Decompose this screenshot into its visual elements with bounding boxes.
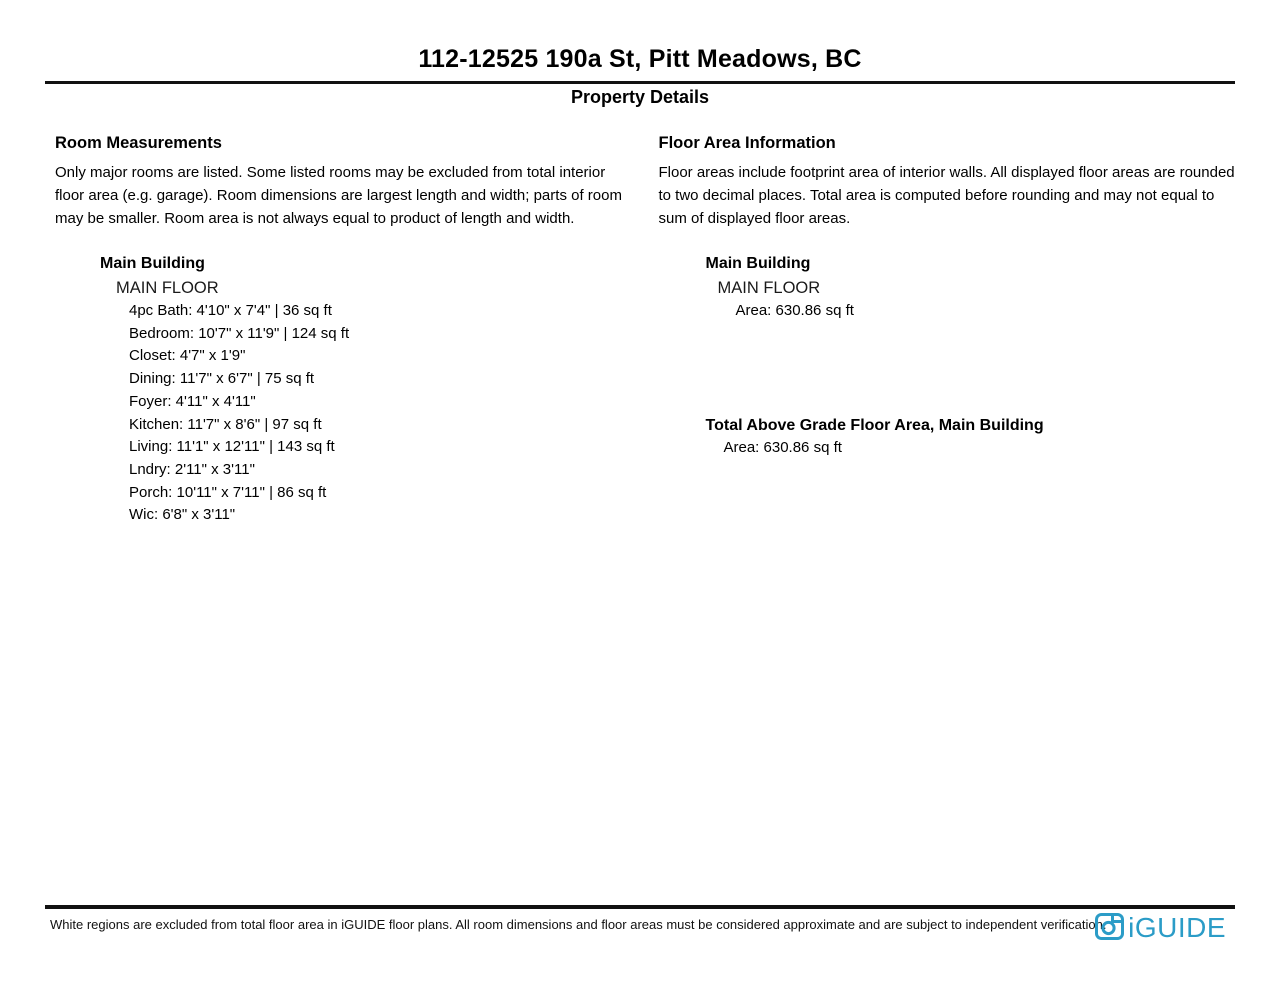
floor-area-description: Floor areas include footprint area of interior walls. All displayed floor areas are rounded to two decimal places. Total area is computed before rounding and may not equal to sum of displayed floor areas. bbox=[658, 164, 1235, 227]
room-measurement: Kitchen: 11'7" x 8'6" | 97 sq ft bbox=[129, 415, 322, 433]
room-measurements-heading: Room Measurements bbox=[55, 134, 222, 152]
iguide-logo bbox=[1094, 909, 1226, 946]
room-measurements-column bbox=[55, 134, 635, 527]
page-title: 112-12525 190a St, Pitt Meadows, BC bbox=[418, 45, 862, 73]
building-name: Main Building bbox=[705, 255, 811, 272]
building-name: Main Building bbox=[100, 255, 205, 272]
room-measurement: Lndry: 2'11" x 3'11" bbox=[129, 460, 255, 478]
room-measurement: Dining: 11'7" x 6'7" | 75 sq ft bbox=[129, 370, 315, 388]
room-measurement: Living: 11'1" x 12'11" | 143 sq ft bbox=[129, 438, 335, 456]
floor-name: MAIN FLOOR bbox=[717, 279, 821, 297]
camera-icon bbox=[1094, 909, 1125, 946]
iguide-logo-text: iGUIDE bbox=[1128, 911, 1226, 943]
room-measurements-building-section bbox=[100, 252, 635, 527]
content-columns bbox=[55, 134, 1238, 527]
floor-name: MAIN FLOOR bbox=[116, 279, 219, 297]
header-divider bbox=[45, 81, 1235, 84]
room-measurement: Porch: 10'11" x 7'11" | 86 sq ft bbox=[129, 483, 327, 501]
total-floor-area-value: Area: 630.86 sq ft bbox=[723, 438, 842, 456]
page-subtitle: Property Details bbox=[570, 87, 710, 107]
floor-area-column bbox=[659, 134, 1239, 527]
footer-divider bbox=[45, 905, 1235, 909]
room-measurements-description: Only major rooms are listed. Some listed rooms may be excluded from total interior floor area (e.g. garage). Room dimensions are largest length and width; parts of room may be smaller. Room area is not always equal to product of length and width. bbox=[55, 164, 622, 227]
room-measurement: Bedroom: 10'7" x 11'9" | 124 sq ft bbox=[129, 324, 350, 342]
floor-area-value: Area: 630.86 sq ft bbox=[735, 302, 854, 319]
footer-disclaimer: White regions are excluded from total floor area in iGUIDE floor plans. All room dimensions and floor areas must be considered approximate and are subject to independent verification. bbox=[50, 917, 1107, 932]
floor-area-building-section bbox=[706, 252, 1239, 459]
room-measurement: Foyer: 4'11" x 4'11" bbox=[129, 392, 256, 410]
floor-area-heading: Floor Area Information bbox=[658, 134, 836, 152]
room-measurement: Closet: 4'7" x 1'9" bbox=[129, 347, 246, 365]
total-floor-area-heading: Total Above Grade Floor Area, Main Building bbox=[705, 416, 1044, 434]
room-measurement: Wic: 6'8" x 3'11" bbox=[129, 506, 236, 524]
room-measurement: 4pc Bath: 4'10" x 7'4" | 36 sq ft bbox=[129, 302, 332, 319]
